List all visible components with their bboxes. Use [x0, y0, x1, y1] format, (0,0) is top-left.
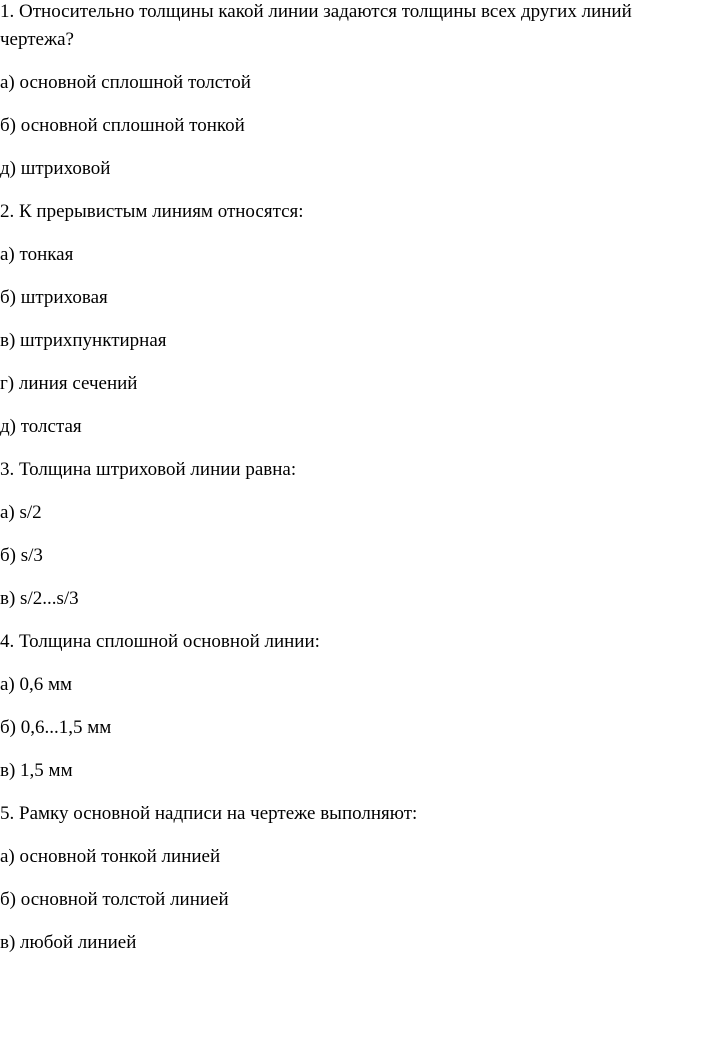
question-4-option-a: а) 0,6 мм [0, 674, 73, 695]
question-1-option-a: а) основной сплошной толстой [0, 72, 251, 93]
question-2-option-v: в) штрихпунктирная [0, 330, 167, 351]
question-4-option-v: в) 1,5 мм [0, 760, 73, 781]
question-5-option-v: в) любой линией [0, 932, 137, 953]
question-5-option-b: б) основной толстой линией [0, 889, 229, 910]
question-1-text: 1. Относительно толщины какой линии задаются толщины всех других линий [0, 1, 632, 22]
question-4-text: 4. Толщина сплошной основной линии: [0, 631, 320, 652]
question-5-text: 5. Рамку основной надписи на чертеже выполняют: [0, 803, 418, 824]
question-2-option-d: д) толстая [0, 416, 82, 437]
question-3-option-v: в) s/2...s/3 [0, 588, 79, 609]
question-2-option-g: г) линия сечений [0, 373, 138, 394]
question-1-option-b: б) основной сплошной тонкой [0, 115, 245, 136]
question-3-option-b: б) s/3 [0, 545, 43, 566]
question-3-text: 3. Толщина штриховой линии равна: [0, 459, 297, 480]
question-2-option-b: б) штриховая [0, 287, 108, 308]
question-3-option-a: а) s/2 [0, 502, 42, 523]
question-2-text: 2. К прерывистым линиям относятся: [0, 201, 304, 222]
question-2-option-a: а) тонкая [0, 244, 74, 265]
question-1-text-cont: чертежа? [0, 29, 74, 50]
question-4-option-b: б) 0,6...1,5 мм [0, 717, 112, 738]
question-5-option-a: а) основной тонкой линией [0, 846, 221, 867]
question-1-option-d: д) штриховой [0, 158, 111, 179]
